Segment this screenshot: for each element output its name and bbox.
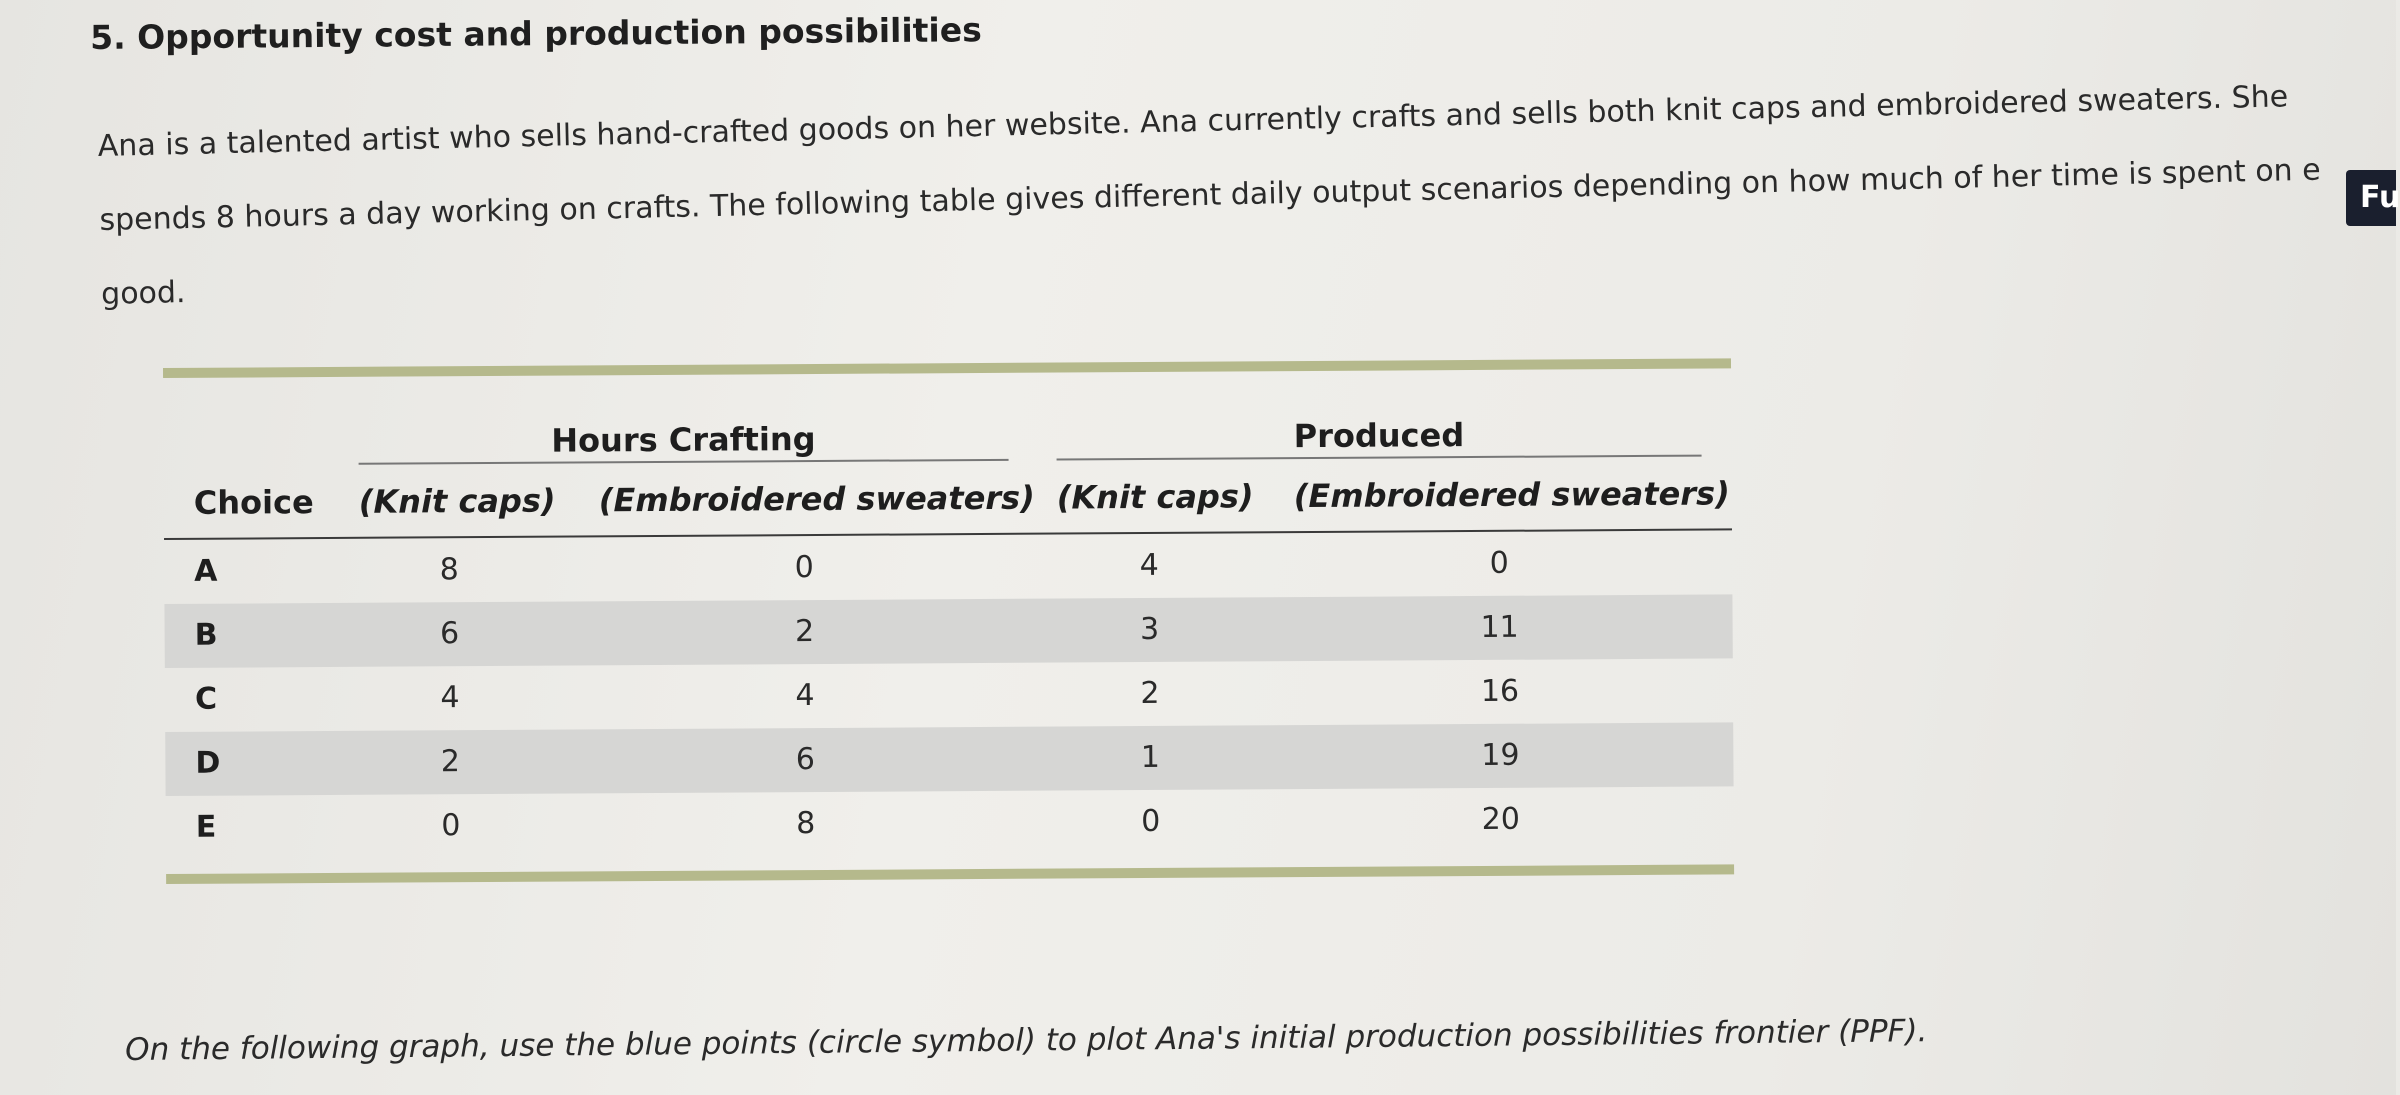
hours-knit-caps-column-header: (Knit caps) — [358, 481, 556, 521]
produced-embroidered-sweaters-column-header: (Embroidered sweaters) — [1293, 474, 1730, 516]
produced-caps-cell: 1 — [1140, 739, 1161, 776]
graph-instruction: On the following graph, use the blue points (circle symbol) to plot Ana's initial production possibilities frontier (PPF). — [125, 1013, 1928, 1068]
produced-sweaters-cell: 11 — [1480, 609, 1519, 645]
table-row — [166, 786, 1734, 860]
table-group-header-row — [163, 368, 1732, 466]
produced-caps-cell: 0 — [1141, 803, 1161, 840]
choice-column-header: Choice — [193, 483, 314, 522]
produced-header: Produced — [1293, 416, 1465, 456]
produced-sweaters-cell: 16 — [1480, 673, 1520, 709]
question-title: 5. Opportunity cost and production possibilities — [90, 10, 982, 57]
produced-caps-cell: 2 — [1140, 675, 1160, 712]
hours-sweaters-cell: 0 — [794, 550, 814, 586]
table-row — [164, 530, 1732, 604]
produced-sweaters-cell: 19 — [1481, 737, 1520, 773]
hours-caps-cell: 0 — [441, 808, 461, 844]
hours-caps-cell: 2 — [440, 744, 461, 780]
choice-cell: D — [195, 745, 221, 781]
hours-caps-cell: 4 — [440, 680, 460, 716]
hours-sweaters-cell: 8 — [796, 806, 816, 842]
choice-cell: C — [194, 681, 218, 717]
produced-caps-cell: 4 — [1139, 547, 1159, 584]
table-row — [164, 594, 1732, 668]
hours-caps-cell: 6 — [439, 616, 460, 652]
produced-caps-cell: 3 — [1139, 611, 1160, 648]
hours-sweaters-cell: 2 — [794, 614, 815, 650]
table-column-header-row — [164, 456, 1732, 540]
choice-cell: A — [194, 553, 218, 589]
hours-sweaters-cell: 4 — [795, 678, 815, 714]
hours-caps-cell: 8 — [439, 552, 459, 588]
produced-sweaters-cell: 20 — [1481, 801, 1520, 837]
produced-sweaters-cell: 0 — [1489, 545, 1509, 581]
table-row — [165, 658, 1733, 732]
choice-cell: E — [195, 809, 217, 845]
side-panel-button[interactable]: Fu — [2346, 170, 2396, 226]
question-intro: Ana is a talented artist who sells hand-crafted goods on her website. Ana currently crafts and sells both knit caps and embroidered sweaters. She spends 8 hours a day working on crafts. The following table gives different daily output scenarios depending on how much of her time is spent on e good. — [97, 79, 2321, 312]
hours-embroidered-sweaters-column-header: (Embroidered sweaters) — [598, 478, 1035, 520]
output-scenarios-table — [163, 358, 1734, 884]
hours-crafting-header: Hours Crafting — [551, 420, 816, 460]
hours-sweaters-cell: 6 — [795, 742, 816, 778]
choice-cell: B — [194, 617, 218, 653]
table-row — [165, 722, 1733, 796]
produced-knit-caps-column-header: (Knit caps) — [1056, 477, 1254, 517]
